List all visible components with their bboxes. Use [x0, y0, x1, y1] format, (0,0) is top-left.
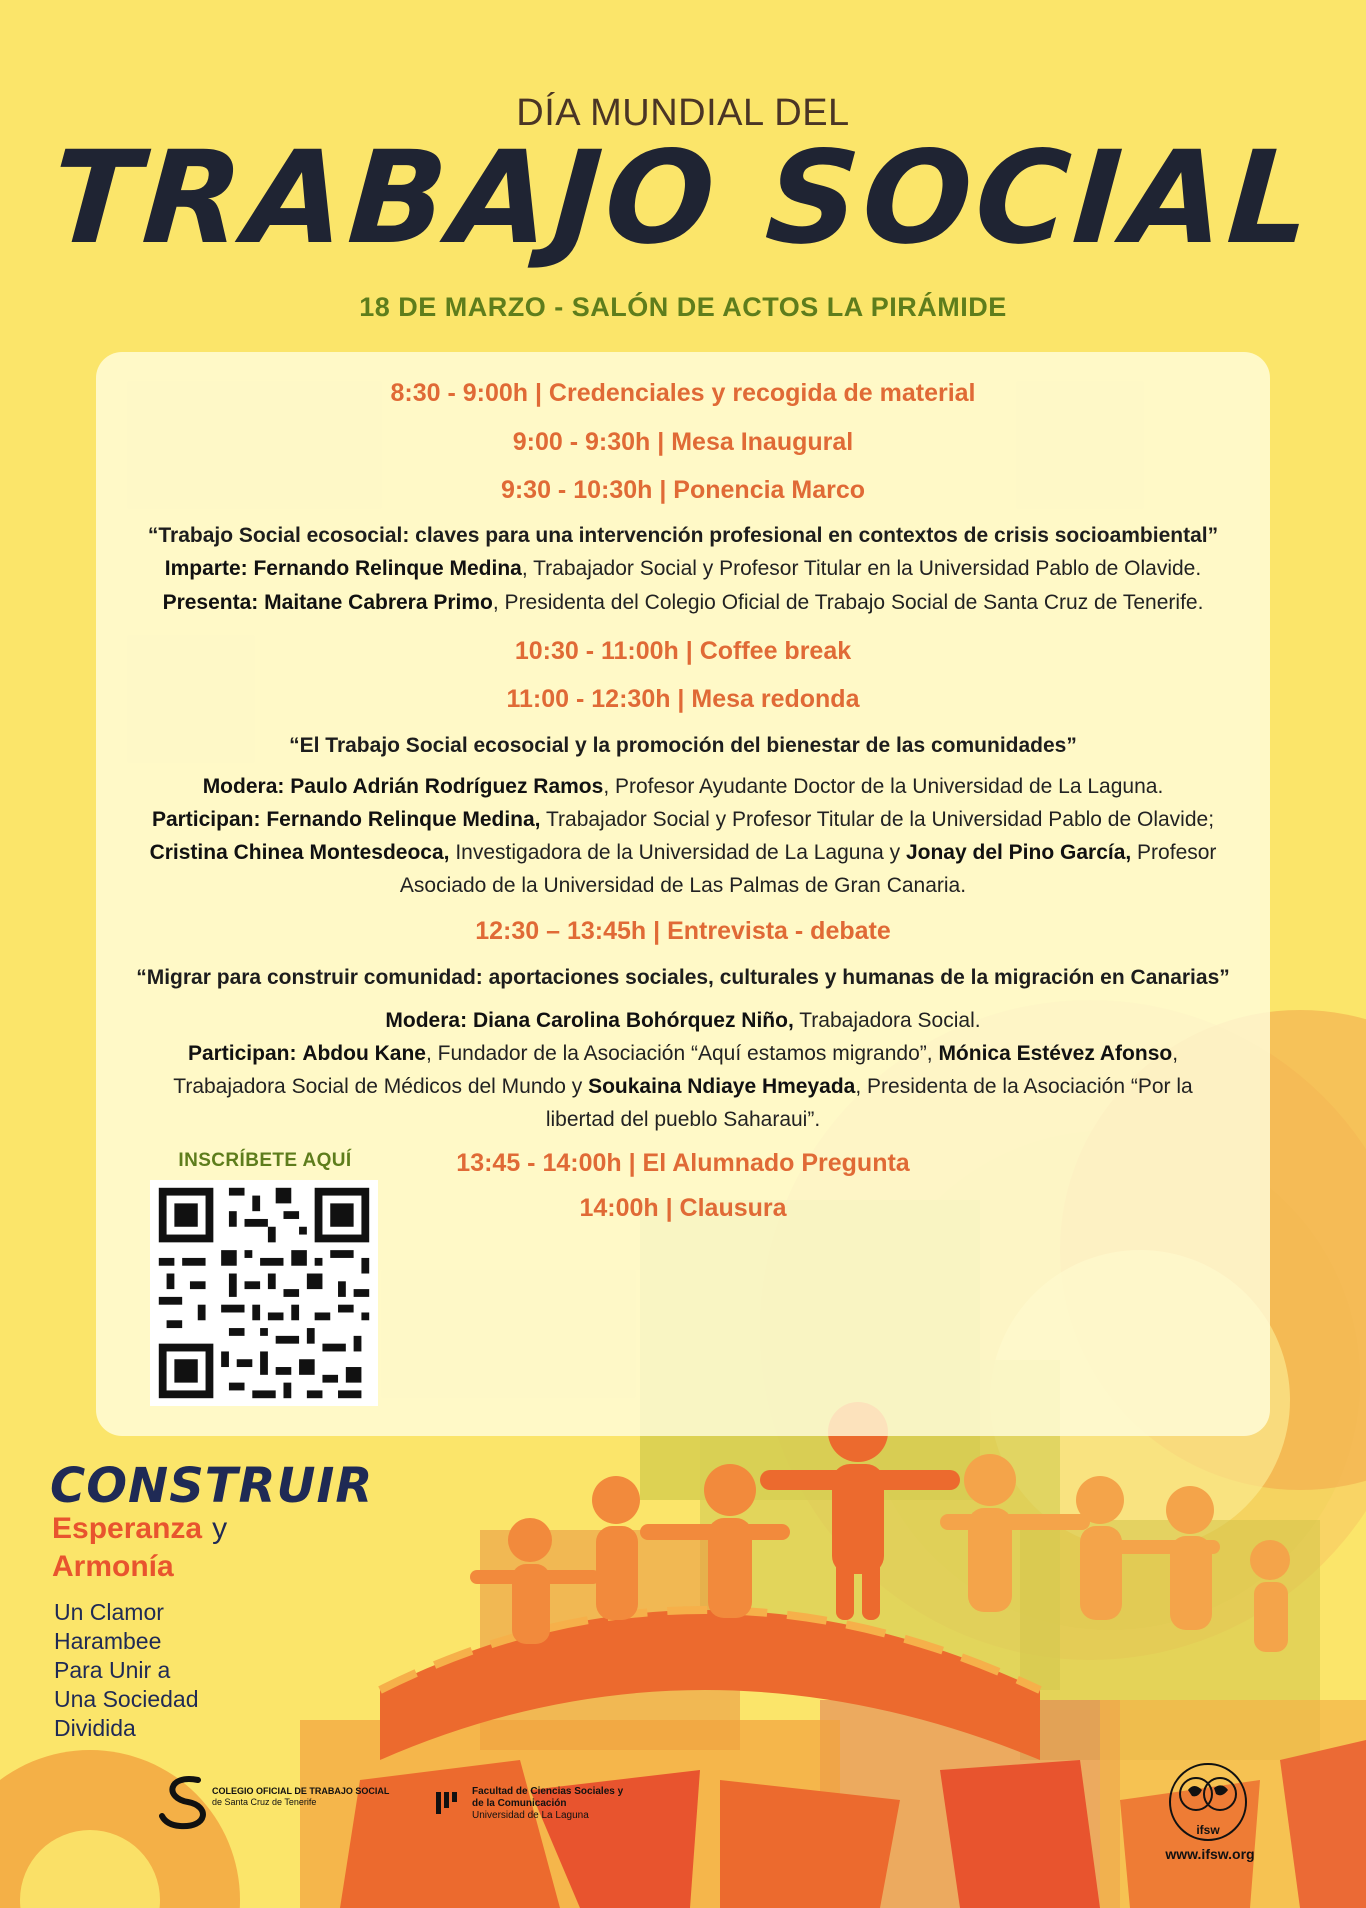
speaker-desc: Trabajadora Social. — [793, 1009, 981, 1032]
speaker-desc: , — [1172, 1042, 1179, 1065]
speaker-name: Fernando Relinque Medina, — [266, 808, 541, 831]
moderator-line — [96, 1004, 1270, 1037]
logo-text: Facultad de Ciencias Sociales y — [472, 1786, 624, 1797]
presenter-line — [96, 586, 1270, 619]
speaker-name: Jonay del Pino García, — [905, 841, 1132, 864]
speaker-name: Maitane Cabrera Primo — [264, 591, 493, 614]
role-label: Modera: — [202, 775, 285, 798]
slogan-sub-line: Harambee — [54, 1628, 162, 1654]
slogan-sub-line: Dividida — [54, 1715, 136, 1741]
schedule-slot: 11:00 - 12:30h | Mesa redonda — [506, 685, 860, 713]
speaker-desc: Investigadora de la Universidad de La Laguna y — [449, 841, 906, 864]
participants-line: libertad del pueblo Saharaui”. — [545, 1108, 821, 1131]
speaker-desc: , Trabajador Social y Profesor Titular en la Universidad Pablo de Olavide. — [521, 557, 1202, 580]
speaker-desc: , Fundador de la Asociación “Aquí estamos migrando”, — [425, 1042, 939, 1065]
role-label: Modera: — [385, 1009, 468, 1032]
participants-line — [96, 1037, 1270, 1070]
schedule-slot: 14:00h | Clausura — [579, 1194, 787, 1222]
schedule-slot: 10:30 - 11:00h | Coffee break — [514, 637, 852, 665]
slogan-line: Armonía — [52, 1550, 174, 1583]
participants-line — [96, 836, 1270, 869]
date-venue: 18 DE MARZO - SALÓN DE ACTOS LA PIRÁMIDE — [359, 292, 1007, 322]
speaker-desc: Trabajadora Social de Médicos del Mundo y — [173, 1075, 589, 1098]
logo-text: Universidad de La Laguna — [472, 1810, 589, 1821]
speaker-desc: , Profesor Ayudante Doctor de la Universidad de La Laguna. — [603, 775, 1164, 798]
participants-line: Asociado de la Universidad de Las Palmas de Gran Canaria. — [399, 874, 967, 897]
qr-code[interactable] — [150, 1180, 378, 1406]
speaker-name: Paulo Adrián Rodríguez Ramos — [290, 775, 604, 798]
svg-text:ifsw: ifsw — [1196, 1823, 1220, 1837]
speaker-name: Soukaina Ndiaye Hmeyada — [588, 1075, 856, 1098]
page-title: TRABAJO SOCIAL — [46, 124, 1320, 273]
participants-line — [96, 1070, 1270, 1103]
talk-title: “El Trabajo Social ecosocial y la promoción del bienestar de las comunidades” — [289, 734, 1077, 757]
slogan-sub-line: Para Unir a — [54, 1657, 171, 1683]
role-label: Participan: — [151, 808, 261, 831]
speaker-desc: , Presidenta del Colegio Oficial de Trabajo Social de Santa Cruz de Tenerife. — [492, 591, 1204, 614]
pre-title: DÍA MUNDIAL DEL — [516, 92, 850, 134]
talk-title: “Migrar para construir comunidad: aportaciones sociales, culturales y humanas de la migración en Canarias” — [136, 966, 1230, 989]
facultad-logo — [472, 1786, 692, 1822]
schedule-slot: 9:30 - 10:30h | Ponencia Marco — [500, 476, 866, 504]
slogan-sub-line: Una Sociedad — [54, 1686, 199, 1712]
schedule-slot: 8:30 - 9:00h | Credenciales y recogida de material — [390, 379, 976, 407]
schedule-slot: 12:30 – 13:45h | Entrevista - debate — [475, 917, 891, 945]
logo-text: de la Comunicación — [472, 1798, 567, 1809]
schedule-slot: 13:45 - 14:00h | El Alumnado Pregunta — [456, 1149, 910, 1177]
role-label: Presenta: — [162, 591, 259, 614]
participants-line — [96, 803, 1270, 836]
speaker-name: Fernando Relinque Medina — [253, 557, 522, 580]
speaker-desc: Trabajador Social y Profesor Titular de la Universidad Pablo de Olavide; — [540, 808, 1215, 831]
speaker-line — [96, 552, 1270, 585]
register-label: INSCRÍBETE AQUÍ — [178, 1150, 352, 1171]
speaker-name: Mónica Estévez Afonso — [938, 1042, 1173, 1065]
speaker-desc: Profesor — [1131, 841, 1217, 864]
slogan-line — [52, 1512, 227, 1546]
slogan-sub-line: Un Clamor — [54, 1599, 164, 1625]
role-label: Participan: — [187, 1042, 297, 1065]
speaker-name: Cristina Chinea Montesdeoca, — [149, 841, 450, 864]
moderator-line — [96, 770, 1270, 803]
speaker-desc: , Presidenta de la Asociación “Por la — [855, 1075, 1193, 1098]
ifsw-logo — [1166, 1760, 1250, 1844]
schedule-slot: 9:00 - 9:30h | Mesa Inaugural — [512, 428, 854, 456]
speaker-name: Diana Carolina Bohórquez Niño, — [472, 1009, 794, 1032]
ifsw-url[interactable]: www.ifsw.org — [1165, 1846, 1255, 1862]
slogan-title: CONSTRUIR — [50, 1458, 374, 1514]
role-label: Imparte: — [164, 557, 248, 580]
slogan-word: y — [212, 1512, 228, 1545]
logo-text: COLEGIO OFICIAL DE TRABAJO SOCIAL — [212, 1786, 390, 1796]
talk-title: “Trabajo Social ecosocial: claves para una intervención profesional en contextos de crisis socioambiental” — [147, 524, 1219, 547]
colegio-logo — [212, 1786, 412, 1808]
speaker-name: Abdou Kane — [302, 1042, 426, 1065]
slogan-subtitle — [54, 1598, 274, 1743]
slogan-word: Esperanza — [52, 1512, 203, 1545]
facultad-logo-mark — [434, 1790, 462, 1816]
logo-text: de Santa Cruz de Tenerife — [212, 1797, 317, 1807]
